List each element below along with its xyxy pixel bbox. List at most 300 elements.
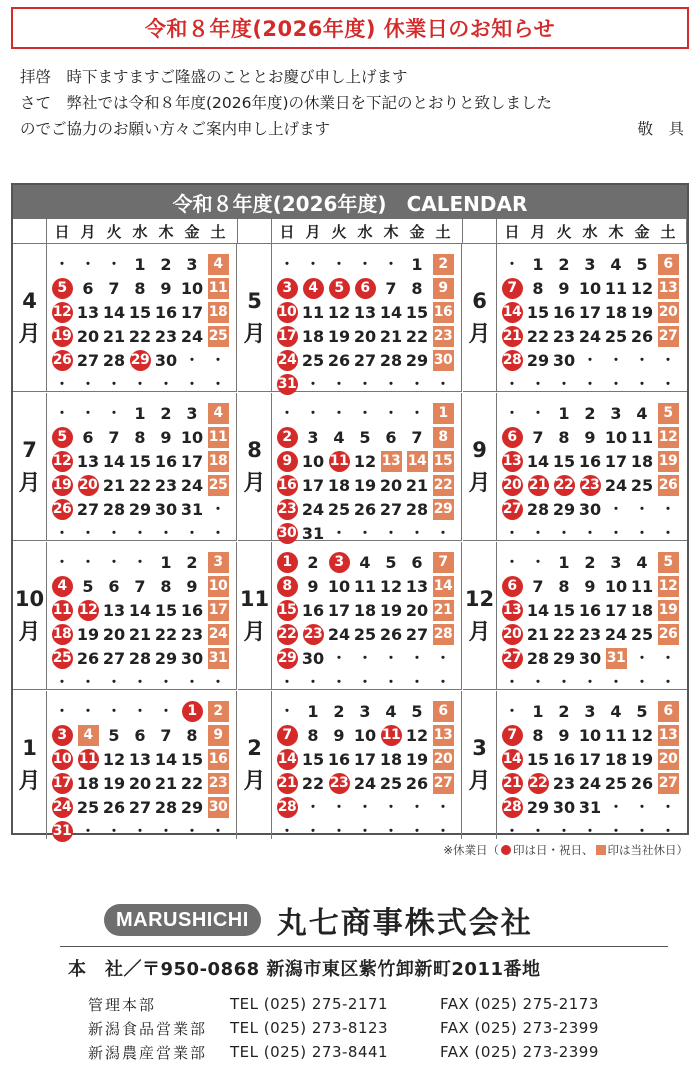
day-cell-sunday-holiday xyxy=(499,497,525,521)
empty-day: ・ xyxy=(505,526,519,542)
month-block-1 xyxy=(13,691,237,839)
day-cell-sunday-holiday xyxy=(49,574,75,598)
day-cell: 17 xyxy=(180,302,204,322)
empty-day: ・ xyxy=(531,377,545,393)
week-row xyxy=(49,795,231,819)
week-row xyxy=(49,699,231,723)
empty-day: ・ xyxy=(81,704,95,720)
day-cell: 11 xyxy=(604,278,628,298)
day-cell: 26 xyxy=(76,648,100,668)
week-row xyxy=(274,574,456,598)
weekday-label: 火 xyxy=(556,222,572,241)
month-number: 1 xyxy=(22,736,37,760)
empty-day: ・ xyxy=(635,377,649,393)
week-row xyxy=(499,401,681,425)
empty-day: ・ xyxy=(107,704,121,720)
company-holiday-square: 18 xyxy=(208,451,229,472)
day-cell-company-holiday xyxy=(655,723,681,747)
day-cell: 11 xyxy=(630,427,654,447)
day-cell: 8 xyxy=(307,725,319,745)
month-grid xyxy=(274,699,456,843)
day-cell: 22 xyxy=(301,773,325,793)
day-cell-company-holiday xyxy=(430,574,456,598)
empty-day: ・ xyxy=(358,651,372,667)
day-cell: 19 xyxy=(379,600,403,620)
day-cell-company-holiday xyxy=(205,401,231,425)
week-row xyxy=(49,747,231,771)
empty-day: ・ xyxy=(358,257,372,273)
weekday-label: 日 xyxy=(54,222,70,241)
company-holiday-square: 16 xyxy=(208,749,229,770)
company-holiday-square: 31 xyxy=(208,648,229,669)
empty-day: ・ xyxy=(557,526,571,542)
day-cell: 23 xyxy=(552,773,576,793)
month-label xyxy=(463,393,497,541)
company-holiday-square: 29 xyxy=(433,499,454,520)
company-holiday-square: 28 xyxy=(433,624,454,645)
day-cell: 25 xyxy=(76,797,100,817)
company-address: 本 社／〒950-0868 新潟市東区紫竹卸新町2011番地 xyxy=(68,959,541,980)
day-cell: 31 xyxy=(180,499,204,519)
day-cell: 12 xyxy=(630,278,654,298)
holiday-circle: 13 xyxy=(502,600,523,621)
holiday-circle: 23 xyxy=(277,499,298,520)
day-cell: 7 xyxy=(160,725,172,745)
day-cell: 27 xyxy=(353,350,377,370)
day-cell: 20 xyxy=(405,600,429,620)
holiday-circle: 27 xyxy=(502,499,523,520)
holiday-circle: 5 xyxy=(52,427,73,448)
day-cell-sunday-holiday xyxy=(326,276,352,300)
holiday-circle: 21 xyxy=(502,326,523,347)
contact-tel: TEL (025) 273-8123 xyxy=(230,1019,389,1037)
month-grid xyxy=(274,550,456,694)
day-cell: 26 xyxy=(327,350,351,370)
day-cell: 26 xyxy=(630,326,654,346)
holiday-circle: 23 xyxy=(580,475,601,496)
day-cell-company-holiday xyxy=(430,401,456,425)
day-cell: 17 xyxy=(353,749,377,769)
weekday-label: 土 xyxy=(435,222,451,241)
month-grid xyxy=(49,401,231,545)
day-cell: 19 xyxy=(405,749,429,769)
day-cell: 18 xyxy=(327,475,351,495)
day-cell: 3 xyxy=(307,427,319,447)
day-cell: 26 xyxy=(405,773,429,793)
empty-day: ・ xyxy=(436,651,450,667)
day-cell-sunday-holiday xyxy=(49,819,75,843)
empty-day: ・ xyxy=(436,800,450,816)
day-cell: 8 xyxy=(411,278,423,298)
day-cell: 14 xyxy=(154,749,178,769)
day-cell: 5 xyxy=(636,254,648,274)
holiday-circle: 20 xyxy=(502,624,523,645)
day-cell: 24 xyxy=(327,624,351,644)
day-cell: 15 xyxy=(405,302,429,322)
empty-day: ・ xyxy=(306,377,320,393)
day-cell: 2 xyxy=(584,403,596,423)
holiday-circle: 16 xyxy=(277,475,298,496)
day-cell-company-holiday xyxy=(404,449,430,473)
month-suffix: 月 xyxy=(468,620,491,645)
day-cell: 29 xyxy=(128,499,152,519)
day-cell-sunday-holiday xyxy=(300,622,326,646)
week-row xyxy=(49,622,231,646)
day-cell: 1 xyxy=(160,552,172,572)
week-row xyxy=(49,300,231,324)
empty-day: ・ xyxy=(436,824,450,840)
company-holiday-square: 24 xyxy=(208,624,229,645)
week-row xyxy=(49,574,231,598)
month-label xyxy=(463,691,497,839)
empty-day: ・ xyxy=(81,377,95,393)
day-cell-company-holiday xyxy=(205,699,231,723)
day-cell-sunday-holiday xyxy=(49,449,75,473)
month-suffix: 月 xyxy=(243,769,266,794)
holiday-circle: 11 xyxy=(78,749,99,770)
day-cell-company-holiday xyxy=(655,449,681,473)
empty-day: ・ xyxy=(358,800,372,816)
empty-day: ・ xyxy=(661,377,675,393)
day-cell-company-holiday xyxy=(655,324,681,348)
day-cell: 31 xyxy=(301,523,325,543)
day-cell-company-holiday xyxy=(655,425,681,449)
week-row xyxy=(49,598,231,622)
company-holiday-square: 16 xyxy=(433,302,454,323)
empty-day: ・ xyxy=(211,526,225,542)
day-cell-sunday-holiday xyxy=(49,747,75,771)
day-cell-sunday-holiday xyxy=(49,425,75,449)
empty-day: ・ xyxy=(609,377,623,393)
week-row xyxy=(499,550,681,574)
empty-day: ・ xyxy=(635,824,649,840)
week-row xyxy=(274,425,456,449)
day-cell-sunday-holiday xyxy=(75,598,101,622)
empty-day: ・ xyxy=(609,675,623,691)
holiday-circle: 30 xyxy=(277,523,298,544)
empty-day: ・ xyxy=(185,824,199,840)
empty-day: ・ xyxy=(384,406,398,422)
week-row xyxy=(274,723,456,747)
week-row xyxy=(499,497,681,521)
empty-day: ・ xyxy=(159,675,173,691)
day-cell: 12 xyxy=(353,451,377,471)
day-cell: 17 xyxy=(578,749,602,769)
day-cell-sunday-holiday xyxy=(274,646,300,670)
company-holiday-square: 22 xyxy=(433,475,454,496)
day-cell: 24 xyxy=(301,499,325,519)
holiday-circle: 9 xyxy=(277,451,298,472)
contact-dept: 管理本部 xyxy=(88,995,157,1014)
day-cell: 1 xyxy=(558,403,570,423)
day-cell: 17 xyxy=(604,600,628,620)
day-cell-sunday-holiday xyxy=(274,598,300,622)
day-cell: 21 xyxy=(102,326,126,346)
day-cell: 25 xyxy=(630,475,654,495)
day-cell-sunday-holiday xyxy=(274,771,300,795)
week-row xyxy=(49,252,231,276)
holiday-circle: 21 xyxy=(502,773,523,794)
week-row xyxy=(499,252,681,276)
holiday-circle: 12 xyxy=(52,302,73,323)
contact-list xyxy=(88,992,599,1064)
day-cell: 7 xyxy=(108,278,120,298)
month-suffix: 月 xyxy=(18,471,41,496)
holiday-circle: 29 xyxy=(130,350,151,371)
day-cell: 29 xyxy=(154,648,178,668)
day-cell-sunday-holiday xyxy=(499,348,525,372)
contact-row xyxy=(88,992,599,1016)
empty-day: ・ xyxy=(133,526,147,542)
day-cell: 30 xyxy=(180,648,204,668)
day-cell-sunday-holiday xyxy=(499,747,525,771)
month-grid xyxy=(499,252,681,396)
day-cell: 1 xyxy=(558,552,570,572)
weekday-label: 水 xyxy=(132,222,148,241)
day-cell: 7 xyxy=(385,278,397,298)
greeting-line-2-text: さて 弊社では令和８年度(2026年度)の休業日を下記のとおりと致しました xyxy=(20,94,553,112)
day-cell: 7 xyxy=(532,576,544,596)
empty-day: ・ xyxy=(661,526,675,542)
empty-day: ・ xyxy=(133,704,147,720)
weekday-label: 木 xyxy=(608,222,624,241)
empty-day: ・ xyxy=(557,824,571,840)
week-row xyxy=(499,723,681,747)
month-suffix: 月 xyxy=(18,322,41,347)
empty-day: ・ xyxy=(159,824,173,840)
holiday-circle: 29 xyxy=(277,648,298,669)
empty-day: ・ xyxy=(81,526,95,542)
empty-day: ・ xyxy=(505,377,519,393)
contact-row xyxy=(88,1040,599,1064)
holiday-circle: 2 xyxy=(277,427,298,448)
empty-day: ・ xyxy=(436,526,450,542)
day-cell: 19 xyxy=(76,624,100,644)
month-block-9 xyxy=(463,393,687,541)
day-cell: 27 xyxy=(128,797,152,817)
day-cell-sunday-holiday xyxy=(274,574,300,598)
empty-day: ・ xyxy=(133,824,147,840)
company-holiday-square: 6 xyxy=(658,254,679,275)
holiday-circle: 22 xyxy=(277,624,298,645)
empty-day: ・ xyxy=(531,555,545,571)
day-cell: 19 xyxy=(353,475,377,495)
holiday-circle: 20 xyxy=(502,475,523,496)
day-cell: 24 xyxy=(578,773,602,793)
day-cell-company-holiday xyxy=(205,276,231,300)
month-block-11 xyxy=(238,542,462,690)
empty-day: ・ xyxy=(384,526,398,542)
week-row xyxy=(499,622,681,646)
holiday-circle: 11 xyxy=(52,600,73,621)
company-holiday-square: 18 xyxy=(208,302,229,323)
company-holiday-square: 19 xyxy=(658,600,679,621)
empty-day: ・ xyxy=(133,555,147,571)
holiday-circle: 21 xyxy=(277,773,298,794)
month-label xyxy=(238,542,272,690)
day-cell: 25 xyxy=(327,499,351,519)
empty-day: ・ xyxy=(55,675,69,691)
empty-day: ・ xyxy=(609,526,623,542)
day-cell: 25 xyxy=(379,773,403,793)
company-logo-row xyxy=(104,898,533,942)
day-cell-sunday-holiday xyxy=(300,276,326,300)
empty-day: ・ xyxy=(55,526,69,542)
day-cell-company-holiday xyxy=(205,425,231,449)
empty-day: ・ xyxy=(661,675,675,691)
orange-square-icon xyxy=(596,845,606,855)
holiday-circle: 15 xyxy=(277,600,298,621)
day-cell: 29 xyxy=(180,797,204,817)
day-cell-company-holiday xyxy=(430,425,456,449)
company-holiday-square: 26 xyxy=(658,475,679,496)
contact-fax: FAX (025) 273-2399 xyxy=(440,1043,599,1061)
day-cell: 5 xyxy=(385,552,397,572)
day-cell-company-holiday xyxy=(205,795,231,819)
day-cell: 3 xyxy=(584,701,596,721)
day-cell-sunday-holiday xyxy=(326,449,352,473)
day-cell: 11 xyxy=(604,725,628,745)
day-cell: 3 xyxy=(186,254,198,274)
holiday-circle: 18 xyxy=(52,624,73,645)
empty-day: ・ xyxy=(280,704,294,720)
month-number: 12 xyxy=(464,587,495,611)
empty-day: ・ xyxy=(505,675,519,691)
day-cell-sunday-holiday xyxy=(274,723,300,747)
contact-dept: 新潟食品営業部 xyxy=(88,1019,208,1038)
day-cell-sunday-holiday xyxy=(49,771,75,795)
day-cell-sunday-holiday xyxy=(274,348,300,372)
day-cell-company-holiday xyxy=(655,574,681,598)
contact-tel: TEL (025) 275-2171 xyxy=(230,995,389,1013)
company-holiday-square: 9 xyxy=(433,278,454,299)
day-cell: 30 xyxy=(154,350,178,370)
day-cell: 2 xyxy=(307,552,319,572)
day-cell: 11 xyxy=(630,576,654,596)
day-cell-sunday-holiday xyxy=(499,771,525,795)
week-row xyxy=(499,300,681,324)
empty-day: ・ xyxy=(609,824,623,840)
empty-day: ・ xyxy=(81,824,95,840)
week-row xyxy=(499,699,681,723)
week-row xyxy=(274,449,456,473)
empty-day: ・ xyxy=(133,675,147,691)
day-cell: 15 xyxy=(526,749,550,769)
day-cell-company-holiday xyxy=(430,252,456,276)
day-cell: 7 xyxy=(108,427,120,447)
empty-day: ・ xyxy=(531,406,545,422)
company-holiday-square: 20 xyxy=(658,302,679,323)
red-circle-icon xyxy=(501,845,511,855)
day-cell: 24 xyxy=(604,624,628,644)
company-holiday-square: 6 xyxy=(658,701,679,722)
day-cell: 24 xyxy=(353,773,377,793)
company-holiday-square: 17 xyxy=(208,600,229,621)
day-cell: 28 xyxy=(154,797,178,817)
empty-day: ・ xyxy=(332,257,346,273)
empty-day: ・ xyxy=(107,526,121,542)
day-cell-company-holiday xyxy=(655,252,681,276)
weekday-label: 月 xyxy=(530,222,546,241)
holiday-circle: 3 xyxy=(52,725,73,746)
day-cell: 12 xyxy=(379,576,403,596)
day-cell: 18 xyxy=(379,749,403,769)
empty-day: ・ xyxy=(133,377,147,393)
empty-day: ・ xyxy=(332,526,346,542)
empty-day: ・ xyxy=(55,257,69,273)
day-cell: 23 xyxy=(154,475,178,495)
empty-day: ・ xyxy=(332,675,346,691)
month-grid xyxy=(49,550,231,694)
day-cell: 8 xyxy=(134,427,146,447)
empty-day: ・ xyxy=(384,675,398,691)
day-cell: 27 xyxy=(102,648,126,668)
holiday-circle: 24 xyxy=(52,797,73,818)
day-cell: 5 xyxy=(359,427,371,447)
holiday-circle: 5 xyxy=(329,278,350,299)
week-row xyxy=(499,449,681,473)
day-cell-sunday-holiday xyxy=(49,348,75,372)
empty-day: ・ xyxy=(410,377,424,393)
company-holiday-square: 23 xyxy=(433,326,454,347)
day-cell-company-holiday xyxy=(430,550,456,574)
holiday-circle: 13 xyxy=(502,451,523,472)
day-cell-sunday-holiday xyxy=(49,276,75,300)
empty-day: ・ xyxy=(583,377,597,393)
day-cell-sunday-holiday xyxy=(577,473,603,497)
empty-day: ・ xyxy=(661,800,675,816)
day-cell: 28 xyxy=(405,499,429,519)
empty-day: ・ xyxy=(358,675,372,691)
day-cell-company-holiday xyxy=(430,771,456,795)
day-cell: 5 xyxy=(636,701,648,721)
week-row xyxy=(49,348,231,372)
company-holiday-square: 10 xyxy=(208,576,229,597)
company-holiday-square: 2 xyxy=(433,254,454,275)
day-cell-sunday-holiday xyxy=(525,771,551,795)
day-cell: 2 xyxy=(333,701,345,721)
day-cell: 7 xyxy=(134,576,146,596)
month-label xyxy=(238,393,272,541)
day-cell: 28 xyxy=(102,499,126,519)
empty-day: ・ xyxy=(505,257,519,273)
month-label xyxy=(238,691,272,839)
day-cell-sunday-holiday xyxy=(499,574,525,598)
day-cell: 24 xyxy=(180,475,204,495)
week-row xyxy=(499,276,681,300)
day-cell: 15 xyxy=(301,749,325,769)
day-cell-sunday-holiday xyxy=(49,598,75,622)
week-row xyxy=(274,646,456,670)
week-row xyxy=(274,300,456,324)
company-holiday-square: 19 xyxy=(658,451,679,472)
day-cell-sunday-holiday xyxy=(499,622,525,646)
month-block-7 xyxy=(13,393,237,541)
day-cell: 15 xyxy=(552,451,576,471)
greeting-line-2 xyxy=(20,90,684,116)
day-cell: 23 xyxy=(552,326,576,346)
day-cell: 9 xyxy=(558,278,570,298)
empty-day: ・ xyxy=(505,555,519,571)
day-cell: 22 xyxy=(552,624,576,644)
company-holiday-square: 11 xyxy=(208,427,229,448)
greeting-line-3 xyxy=(20,116,684,142)
empty-day: ・ xyxy=(306,257,320,273)
empty-day: ・ xyxy=(280,406,294,422)
day-cell: 14 xyxy=(102,451,126,471)
day-cell: 20 xyxy=(102,624,126,644)
day-cell-sunday-holiday xyxy=(274,795,300,819)
